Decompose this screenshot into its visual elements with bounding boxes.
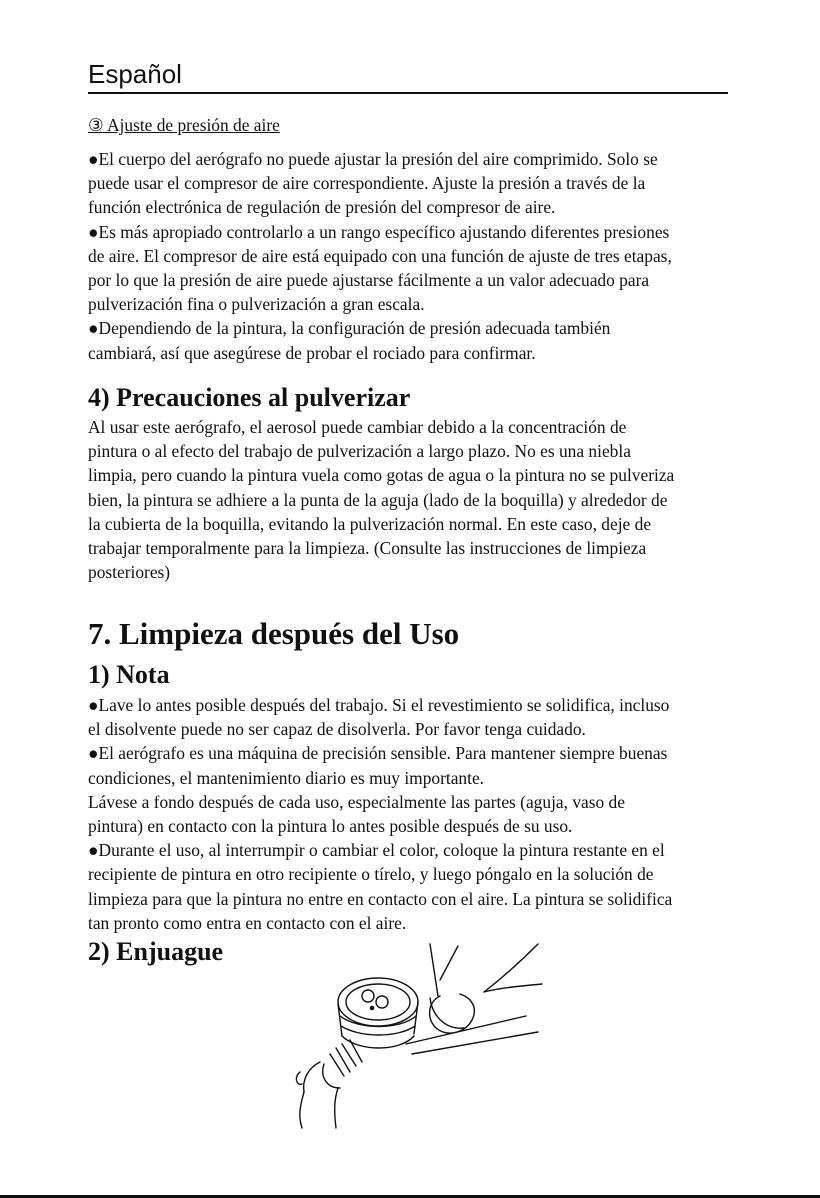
air-pressure-heading: ③ Ajuste de presión de aire <box>88 115 280 135</box>
text-line: pintura) en contacto con la pintura lo antes posible después de su uso. <box>88 816 573 837</box>
text-line: Lávese a fondo después de cada uso, especialmente las partes (aguja, vaso de <box>88 791 625 812</box>
text-line: Al usar este aerógrafo, el aerosol puede cambiar debido a la concentración de <box>88 417 627 437</box>
text-line: el disolvente puede no ser capaz de disolverla. Por favor tenga cuidado. <box>88 719 586 740</box>
text-line: ●Lave lo antes posible después del trabajo. Si el revestimiento se solidifica, incluso <box>88 695 670 715</box>
text-line: recipiente de pintura en otro recipiente o tírelo, y luego póngalo en la solución de <box>88 864 654 885</box>
text-line: pintura o al efecto del trabajo de pulverización a largo plazo. No es una niebla <box>88 441 631 462</box>
text-line: limpieza para que la pintura no entre en contacto con el aire. La pintura se solidifica <box>88 888 673 909</box>
rinse-heading: 2) Enjuague <box>88 937 224 966</box>
section-precautions <box>88 383 736 413</box>
note-body <box>88 693 736 935</box>
chapter-cleaning <box>88 616 736 652</box>
text-line: la cubierta de la boquilla, evitando la pulverización normal. En este caso, deje de <box>88 513 652 534</box>
text-line: posteriores) <box>88 562 171 583</box>
text-line: función electrónica de regulación de presión del compresor de aire. <box>88 197 556 218</box>
cleaning-chapter-heading: 7. Limpieza después del Uso <box>88 616 460 651</box>
text-line: limpia, pero cuando la pintura vuela como gotas de agua o la pintura no se pulveriza <box>88 465 675 486</box>
text-line: ●El aerógrafo es una máquina de precisión sensible. Para mantener siempre buenas <box>88 743 668 764</box>
text-line: ●Durante el uso, al interrumpir o cambiar el color, coloque la pintura restante en el <box>88 840 665 861</box>
page-header <box>88 58 728 94</box>
text-line: cambiará, así que asegúrese de probar el rociado para confirmar. <box>88 342 536 363</box>
note-heading: 1) Nota <box>88 660 170 689</box>
text-line: condiciones, el mantenimiento diario es muy importante. <box>88 767 485 788</box>
text-line: trabajar temporalmente para la limpieza. (Consulte las instrucciones de limpieza <box>88 538 647 559</box>
airbrush-cup-cleaning-illustration <box>280 936 550 1132</box>
text-line: de aire. El compresor de aire está equipado con una función de ajuste de tres etapas, <box>88 245 672 266</box>
text-line: por lo que la presión de aire puede ajustarse fácilmente a un valor adecuado para <box>88 270 650 291</box>
section-note <box>88 660 736 690</box>
text-line: ●Dependiendo de la pintura, la configuración de presión adecuada también <box>88 318 611 339</box>
text-line: tan pronto como entra en contacto con el aire. <box>88 912 407 933</box>
text-line: ●El cuerpo del aerógrafo no puede ajustar la presión del aire comprimido. Solo se <box>88 149 658 169</box>
precautions-body <box>88 415 736 584</box>
section-air-pressure <box>88 114 736 136</box>
precautions-heading: 4) Precauciones al pulverizar <box>88 383 411 412</box>
text-line: pulverización fina o pulverización a gran escala. <box>88 294 425 315</box>
text-line: bien, la pintura se adhiere a la punta de la aguja (lado de la boquilla) y alrededor de <box>88 489 668 510</box>
text-line: puede usar el compresor de aire correspondiente. Ajuste la presión a través de la <box>88 173 646 194</box>
text-line: ●Es más apropiado controlarlo a un rango específico ajustando diferentes presiones <box>88 221 670 242</box>
language-heading: Español <box>88 59 182 89</box>
air-pressure-body <box>88 147 736 365</box>
